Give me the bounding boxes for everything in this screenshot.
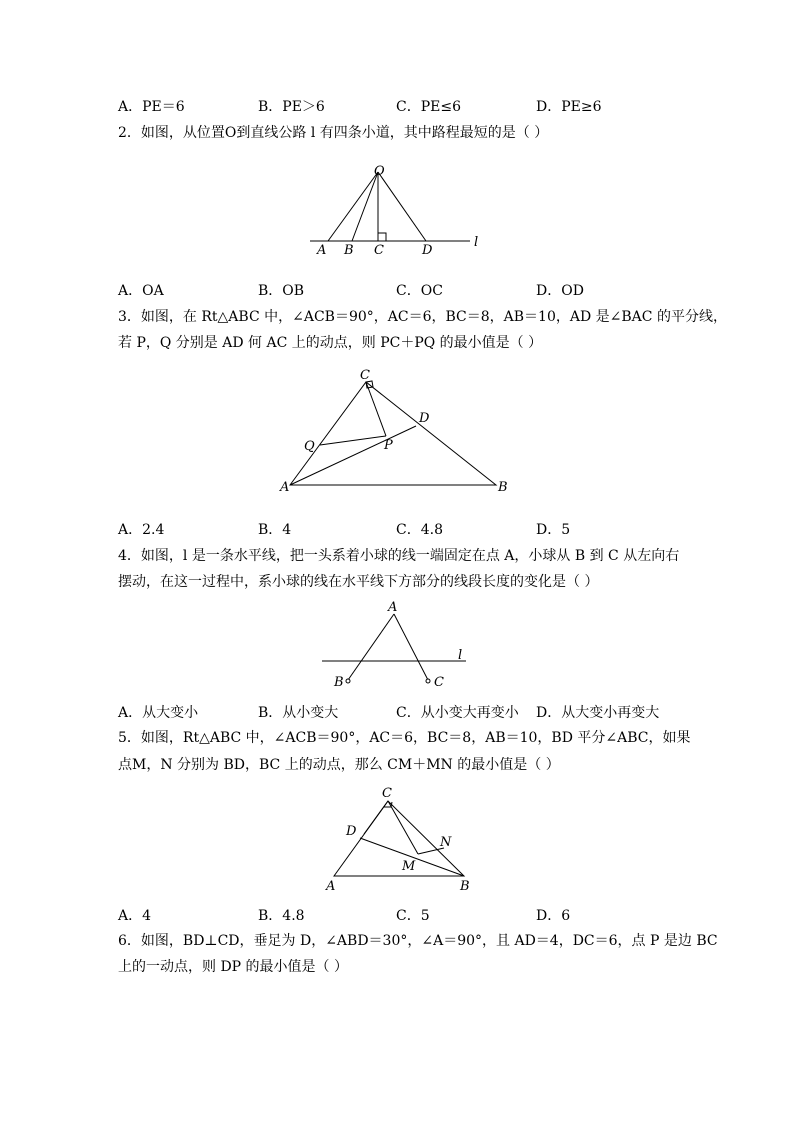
q2-label-b: B <box>344 243 354 258</box>
q4-option-c[interactable]: C．从小变大再变小 <box>396 705 519 721</box>
q5-option-d[interactable]: D．6 <box>536 908 571 924</box>
q5-option-c[interactable]: C．5 <box>396 908 430 924</box>
q5-segment-cd <box>364 801 388 834</box>
q3-option-b[interactable]: B．4 <box>258 522 292 538</box>
q3-triangle-abc <box>290 382 496 485</box>
q2-stem: 2．如图，从位置O到直线公路 l 有四条小道，其中路程最短的是（ ） <box>118 125 549 141</box>
q5-option-b[interactable]: B．4.8 <box>258 908 305 924</box>
q2-figure <box>300 160 490 262</box>
q3-option-c[interactable]: C．4.8 <box>396 522 443 538</box>
q5-option-a[interactable]: A．4 <box>118 908 152 924</box>
q4-label-b: B <box>334 675 344 690</box>
q2-options <box>118 280 698 298</box>
q4-options <box>118 702 698 720</box>
q4-label-l: l <box>458 648 463 663</box>
q4-stem-line2: 摆动，在这一过程中，系小球的线在水平线下方部分的线段长度的变化是（ ） <box>118 574 599 590</box>
q4-option-b[interactable]: B．从小变大 <box>258 705 339 721</box>
q2-label-d: D <box>422 243 433 258</box>
q3-label-c: C <box>360 368 370 383</box>
q5-label-d: D <box>346 824 357 839</box>
q2-label-a: A <box>317 243 327 258</box>
q5-label-n: N <box>440 835 452 850</box>
q4-option-a[interactable]: A．从大变小 <box>118 705 199 721</box>
q3-figure <box>276 364 526 498</box>
q2-segment-od <box>378 172 426 241</box>
q2-label-l: l <box>474 235 479 250</box>
q3-options <box>118 519 698 537</box>
q4-ball-c <box>426 679 430 683</box>
q3-option-a[interactable]: A．2.4 <box>118 522 165 538</box>
q5-stem-line1: 5．如图，Rt△ABC 中，∠ACB＝90°，AC＝6，BC＝8，AB＝10，BD 平分∠ABC，如果 <box>118 730 691 746</box>
q3-stem-line1: 3．如图，在 Rt△ABC 中，∠ACB＝90°，AC＝6，BC＝8，AB＝10，AD 是∠BAC 的平分线， <box>118 309 727 325</box>
q6-stem-line2: 上的一动点，则 DP 的最小值是（ ） <box>118 959 348 975</box>
q5-options <box>118 905 698 923</box>
q6-stem-line1: 6．如图，BD⊥CD，垂足为 D，∠ABD＝30°，∠A＝90°，且 AD＝4，DC＝6，点 P 是边 BC <box>118 933 718 949</box>
q2-segment-oa <box>328 172 378 241</box>
q3-label-b: B <box>498 480 508 495</box>
q3-segment-pq <box>320 436 386 445</box>
q2-segment-ob <box>352 172 378 241</box>
q5-stem-line2: 点M，N 分别为 BD，BC 上的动点，那么 CM＋MN 的最小值是（ ） <box>118 757 560 773</box>
q2-right-angle-mark <box>378 233 386 241</box>
q3-label-q: Q <box>304 439 315 454</box>
q4-option-d[interactable]: D．从大变小再变大 <box>536 705 660 721</box>
q4-label-a: A <box>388 600 398 615</box>
q1-option-b[interactable]: B．PE＞6 <box>258 99 325 115</box>
q2-option-d[interactable]: D．OD <box>536 283 584 299</box>
q1-option-d[interactable]: D．PE≥6 <box>536 99 602 115</box>
q5-label-a: A <box>326 879 336 894</box>
q4-figure <box>316 598 486 692</box>
q4-stem-line1: 4．如图，l 是一条水平线，把一头系着小球的线一端固定在点 A，小球从 B 到 C 从左向右 <box>118 548 680 564</box>
q2-option-b[interactable]: B．OB <box>258 283 305 299</box>
q3-label-p: P <box>384 438 393 453</box>
q1-option-a[interactable]: A．PE＝6 <box>118 99 185 115</box>
q2-label-c: C <box>374 243 384 258</box>
q5-label-c: C <box>382 786 392 801</box>
q1-option-c[interactable]: C．PE≤6 <box>396 99 461 115</box>
q3-stem-line2: 若 P，Q 分别是 AD 何 AC 上的动点，则 PC＋PQ 的最小值是（ ） <box>118 335 543 351</box>
q3-segment-ad <box>290 426 416 485</box>
q3-label-a: A <box>280 480 290 495</box>
q3-label-d: D <box>419 411 430 426</box>
q4-ball-b <box>346 679 350 683</box>
q5-segment-cm <box>388 801 418 854</box>
q2-option-c[interactable]: C．OC <box>396 283 443 299</box>
q2-label-o: O <box>374 164 385 179</box>
q5-label-m: M <box>402 859 416 874</box>
q5-label-b: B <box>460 879 470 894</box>
q4-label-c: C <box>434 675 444 690</box>
q1-options <box>118 96 698 114</box>
q3-option-d[interactable]: D．5 <box>536 522 571 538</box>
q4-string-ab <box>348 614 394 680</box>
q5-figure <box>320 780 480 894</box>
q2-option-a[interactable]: A．OA <box>118 283 164 299</box>
q4-string-ac <box>394 614 428 680</box>
